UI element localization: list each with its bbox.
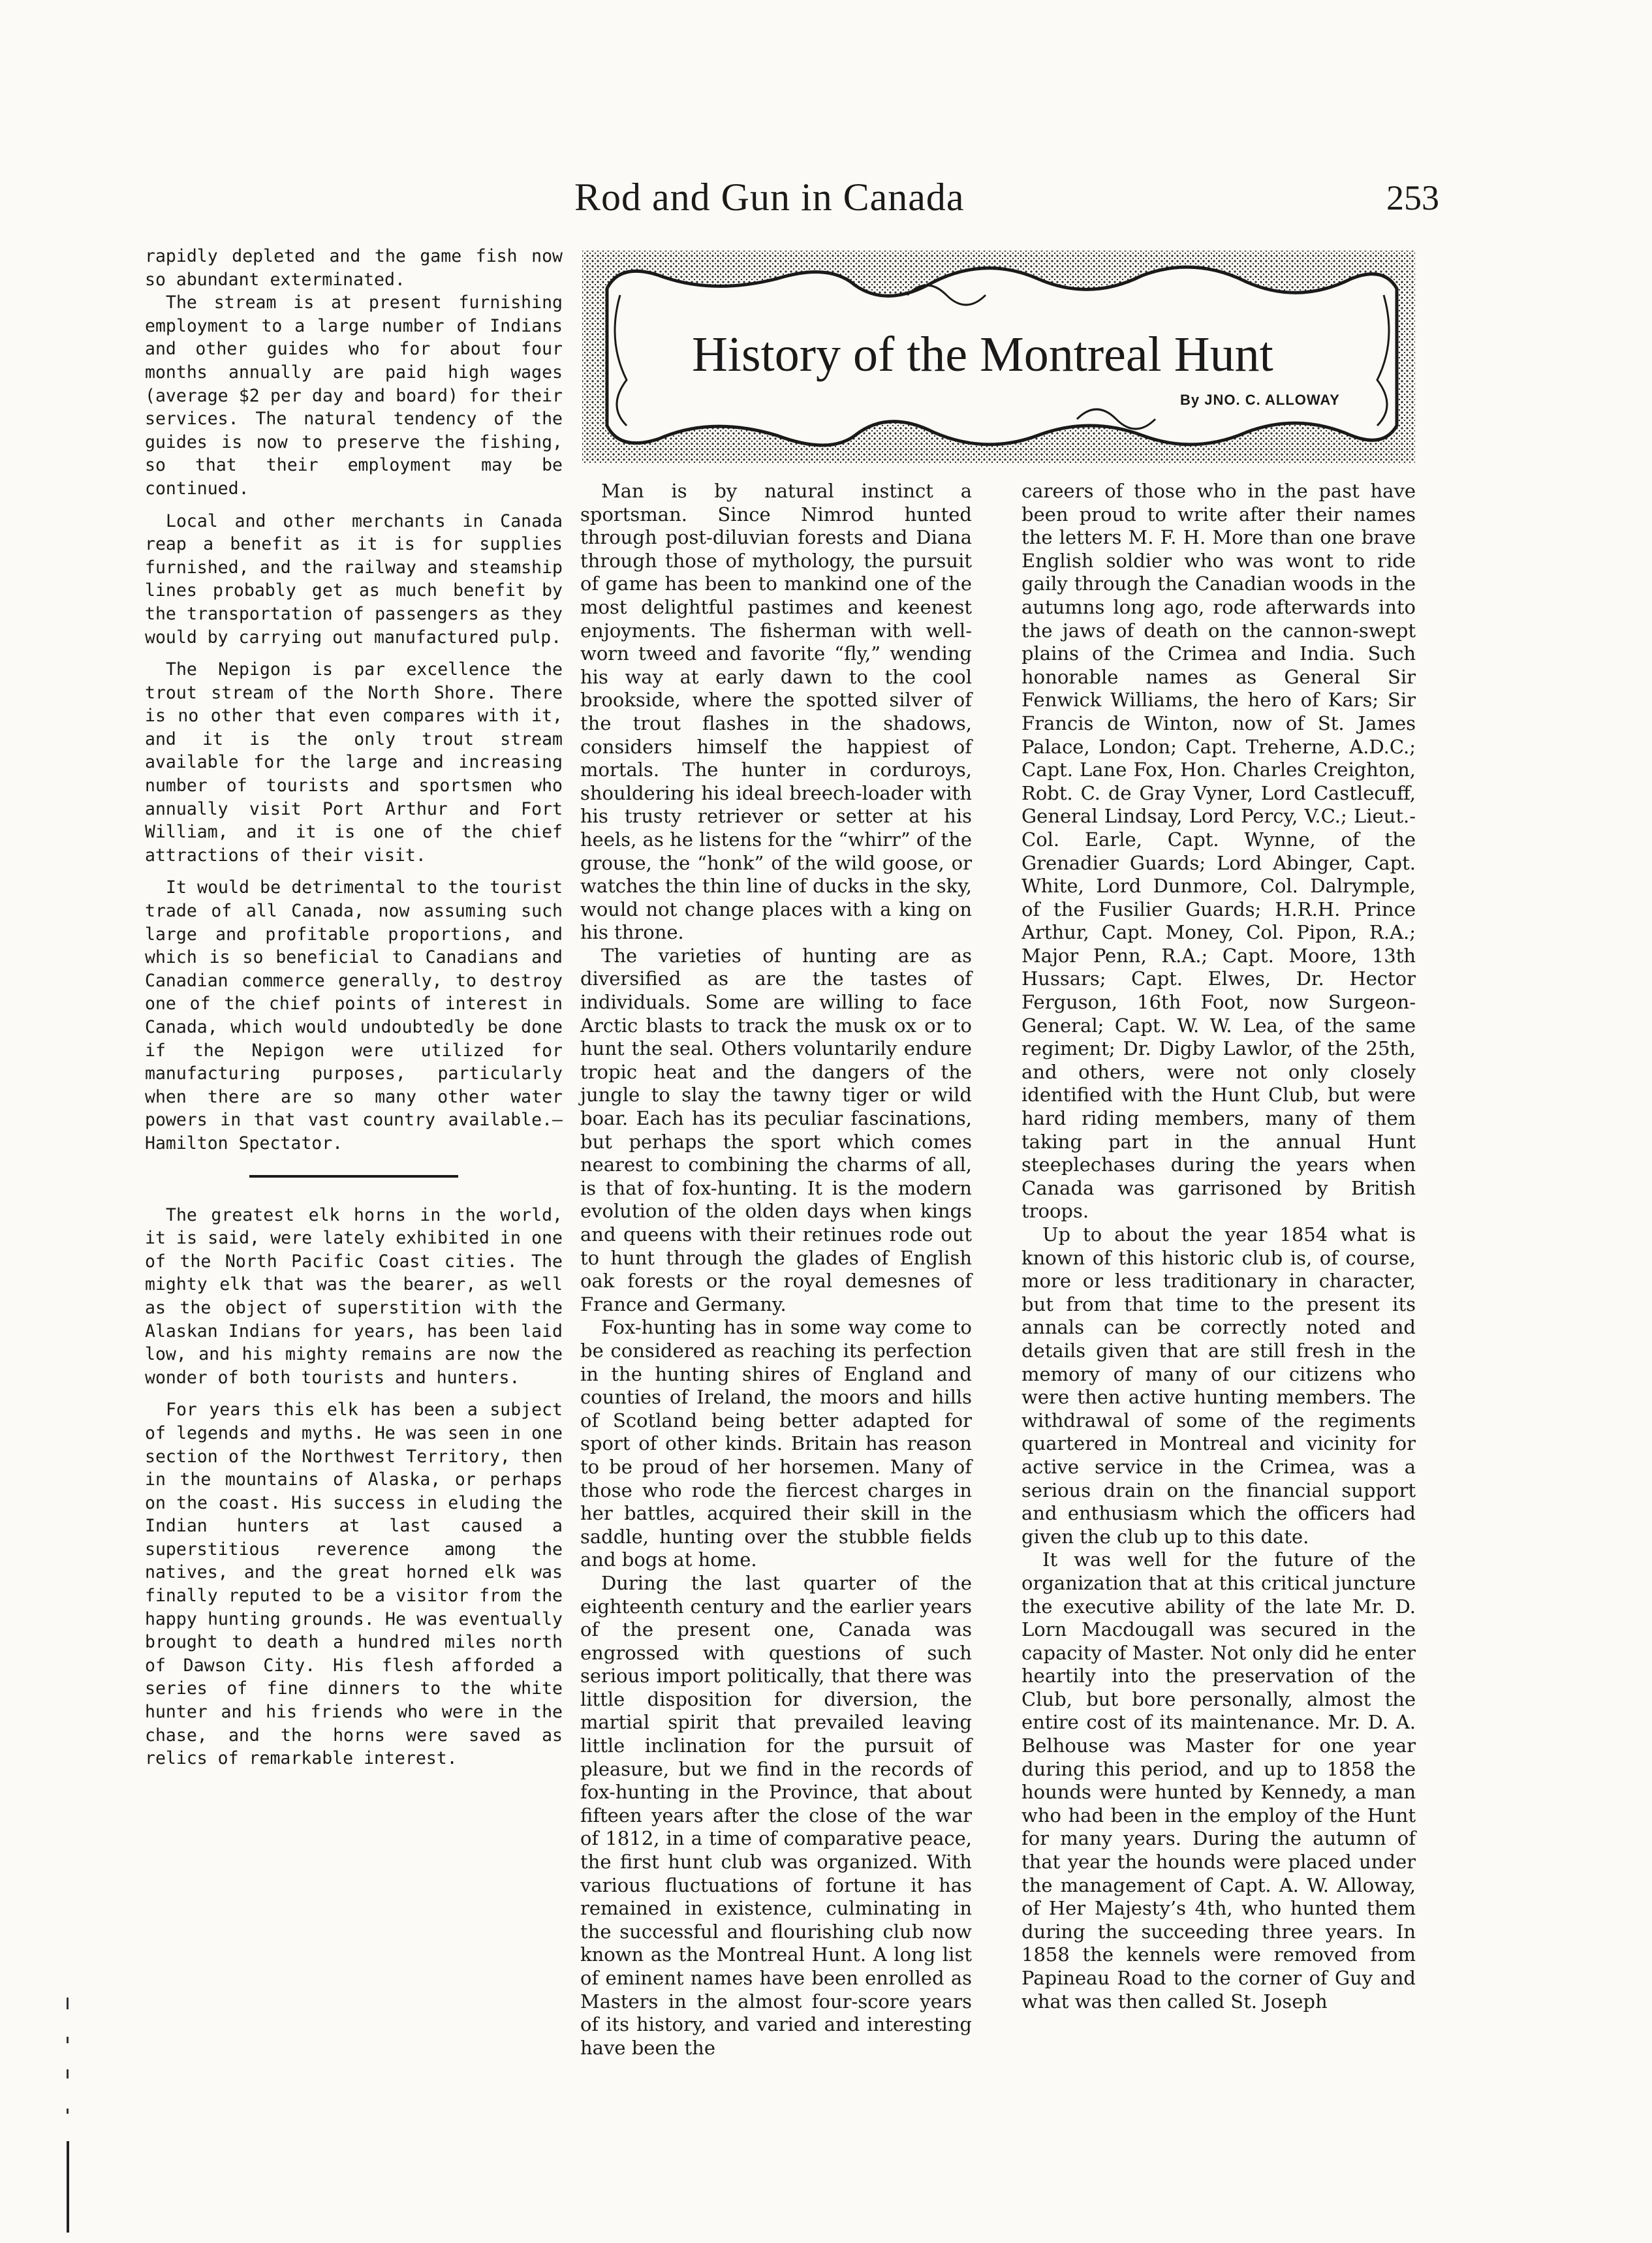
left-column — [145, 245, 563, 1770]
paragraph: It would be detrimental to the tourist trade of all Canada, now assuming such large and profitable proportions, and which is so beneficial to Canadians and Canadian commerce generally, to destroy one of the chief points of interest in Canada, which would undoubtedly be done if the Nepigon were utilized for manufacturing purposes, particularly when there are so many other water powers in that vast country available.—Hamilton Spectator. — [145, 877, 563, 1153]
article-title-box — [581, 249, 1416, 465]
paragraph: It was well for the future of the organization that at this critical juncture the executive ability of the late Mr. D. Lorn Macdougall was secured in the capacity of Master. Not only did he enter heartily into the preservation of the Club, but bore personally, almost the entire cost of its maintenance. Mr. D. A. Belhouse was Master for one year during this period, and up to 1858 the hounds were hunted by Kennedy, a man who had been in the employ of the Hunt for many years. During the autumn of that year the hounds were placed under the management of Capt. A. W. Alloway, of Her Majesty’s 4th, who hunted them during the succeeding three years. In 1858 the kennels were removed from Papineau Road to the corner of Guy and what was then called St. Joseph — [1021, 1548, 1416, 2013]
page-number: 253 — [1386, 178, 1439, 217]
running-head: Rod and Gun in Canada — [574, 176, 965, 219]
right-column — [1021, 480, 1416, 2013]
paragraph: rapidly depleted and the game fish now so abundant exterminated. — [145, 246, 563, 290]
paragraph: Up to about the year 1854 what is known of this historic club is, of course, more or less traditionary in character, but from that time to the present its annals can be correctly noted and details given that are still fresh in the memory of many of our citizens who were then active hunting members. The withdrawal of some of the regiments quartered in Montreal and vicinity for active service in the Crimea, was a serious drain on the financial support and enthusiasm which the officers had given the club up to this date. — [1021, 1223, 1416, 1548]
paragraph: The stream is at present furnishing employment to a large number of Indians and other guides who for about four months annually are paid high wages (average $2 per day and board) for their services. The natural tendency of the guides is now to preserve the fishing, so that their employment may be continued. — [145, 292, 563, 499]
paragraph: The Nepigon is par excellence the trout stream of the North Shore. There is no other that even compares with it, and it is the only trout stream available for the large and increasing number of tourists and sportsmen who annually visit Port Arthur and Fort William, and it is one of the chief attractions of their visit. — [145, 659, 563, 866]
paragraph: For years this elk has been a subject of legends and myths. He was seen in one section of the Northwest Territory, then in the mountains of Alaska, or perhaps on the coast. His success in eluding the Indian hunters at last caused a superstitious reverence among the natives, and the great horned elk was finally reputed to be a visitor from the happy hunting grounds. He was eventually brought to death a hundred miles north of Dawson City. His flesh afforded a series of fine dinners to the white hunter and his friends who were in the chase, and the horns were saved as relics of remarkable interest. — [145, 1400, 563, 1769]
paragraph: careers of those who in the past have been proud to write after their names the letters M. F. H. More than one brave English soldier who was wont to ride gaily through the Canadian woods in the autumns long ago, rode afterwards into the jaws of death on the cannon-swept plains of the Crimea and India. Such honorable names as General Sir Fenwick Williams, the hero of Kars; Sir Francis de Winton, now of St. James Palace, London; Capt. Treherne, A.D.C.; Capt. Lane Fox, Hon. Charles Creighton, Robt. C. de Gray Vyner, Lord Castlecuff, General Lindsay, Lord Percy, V.C.; Lieut.-Col. Earle, Capt. Wynne, of the Grenadier Guards; Lord Abinger, Capt. White, Lord Dunmore, Col. Dalrymple, of the Fusilier Guards; H.R.H. Prince Arthur, Capt. Money, Col. Pipon, R.A.; Major Penn, R.A.; Capt. Moore, 13th Hussars; Capt. Elwes, Dr. Hector Ferguson, 16th Foot, now Surgeon-General; Capt. W. W. Lea, of the same regiment; Dr. Digby Lawlor, of the 25th, and others, were not only closely identified with the Hunt Club, but were hard riding members, many of them taking part in the annual Hunt steeplechases during the years when Canada was garrisoned by British troops. — [1021, 480, 1416, 1223]
paragraph: Local and other merchants in Canada reap a benefit as it is for supplies furnished, and the railway and steamship lines probably get as much benefit by the transportation of passengers as they would by carrying out manufactured pulp. — [145, 510, 563, 648]
paragraph: Fox-hunting has in some way come to be considered as reaching its perfection in the hunting shires of England and counties of Ireland, the moors and hills of Scotland being better adapted for sport of other kinds. Britain has reason to be proud of her horsemen. Many of those who rode the fiercest charges in her battles, acquired their skill in the saddle, hunting over the stubble fields and bogs at home. — [580, 1316, 972, 1571]
margin-scan-marks — [65, 1998, 70, 2233]
middle-column — [580, 480, 972, 2060]
article-title: History of the Montreal Hunt — [692, 327, 1273, 382]
paragraph: Man is by natural instinct a sportsman. Since Nimrod hunted through post-diluvian forests and Diana through those of mythology, the pursuit of game has been to mankind one of the most delightful pastimes and keenest enjoyments. The fisherman with well-worn tweed and favorite “fly,” wending his way at early dawn to the cool brookside, where the spotted silver of the trout flashes in the shadows, considers himself the happiest of mortals. The hunter in corduroys, shouldering his ideal breech-loader with his trusty retriever or setter at his heels, as he listens for the “whirr” of the grouse, the “honk” of the wild goose, or watches the thin line of ducks in the sky, would not change places with a king on his throne. — [580, 480, 972, 944]
paragraph: The varieties of hunting are as diversified as are the tastes of individuals. Some are willing to face Arctic blasts to track the musk ox or to hunt the seal. Others voluntarily endure tropic heat and the dangers of the jungle to slay the tawny tiger or wild boar. Each has its peculiar fascinations, but perhaps the sport which comes nearest to combining the charms of all, is that of fox-hunting. It is the modern evolution of the olden days when kings and queens with their retinues rode out to hunt through the glades of English oak forests or the royal demesnes of France and Germany. — [580, 944, 972, 1315]
section-divider — [249, 1175, 458, 1178]
article-byline: By JNO. C. ALLOWAY — [1180, 392, 1340, 408]
paragraph: The greatest elk horns in the world, it is said, were lately exhibited in one of the North Pacific Coast cities. The mighty elk that was the bearer, as well as the object of superstition with the Alaskan Indians for years, has been laid low, and his mighty remains are now the wonder of both tourists and hunters. — [145, 1204, 563, 1388]
paragraph: During the last quarter of the eighteenth century and the earlier years of the present one, Canada was engrossed with questions of such serious import politically, that there was little disposition for diversion, the martial spirit that prevailed leaving little inclination for the pursuit of pleasure, but we find in the records of fox-hunting in the Province, that about fifteen years after the close of the war of 1812, in a time of comparative peace, the first hunt club was organized. With various fluctuations of fortune it has remained in existence, culminating in the successful and flourishing club now known as the Montreal Hunt. A long list of eminent names have been enrolled as Masters in the almost four-score years of its history, and varied and interesting have been the — [580, 1571, 972, 2059]
